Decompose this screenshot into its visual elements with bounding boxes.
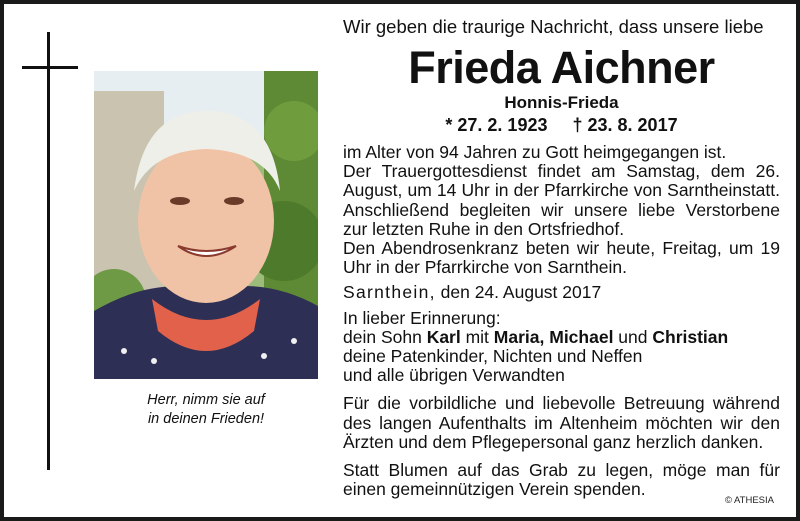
family-und: und: [613, 326, 653, 347]
paragraph-age: im Alter von 94 Jahren zu Gott heimgegangen ist.: [343, 142, 727, 162]
place: Sarnthein,: [343, 282, 436, 303]
family-pre: dein Sohn: [343, 326, 427, 347]
date: den 24. August 2017: [435, 282, 602, 303]
family-names-1: Maria, Michael: [493, 326, 614, 347]
intro-text: Wir geben die traurige Nachricht, dass unsere liebe: [343, 16, 764, 37]
life-dates: [343, 115, 780, 136]
portrait-photo: [94, 71, 318, 379]
place-date: [343, 283, 780, 302]
nickname: Honnis-Frieda: [504, 93, 619, 112]
paragraph-rosary: Den Abendrosenkranz beten wir heute, Freitag, um 19 Uhr in der Pfarrkirche von Sarnthein.: [343, 238, 780, 278]
family-line-3: und alle übrigen Verwandten: [343, 365, 565, 386]
family-line-2: deine Patenkinder, Nichten und Neffen: [343, 346, 643, 367]
prayer-caption: [94, 391, 318, 429]
family-line-1: [343, 328, 780, 347]
birth-date: * 27. 2. 1923: [445, 115, 548, 135]
cross-icon: [47, 32, 50, 470]
deceased-name: Frieda Aichner: [408, 42, 715, 93]
family-son: Karl: [426, 326, 461, 347]
caption-line-1: Herr, nimm sie auf: [147, 392, 265, 408]
paragraph-service: Der Trauergottesdienst findet am Samstag, dem 26. August, um 14 Uhr in der Pfarrkirche von Sarntheinstatt. Anschließend begleiten wir unsere liebe Verstorbene zur letzten Ruhe in den Ortsfriedhof.: [343, 161, 780, 239]
flowers-paragraph: Statt Blumen auf das Grab zu legen, möge man für einen gemeinnützigen Verein spenden.: [343, 460, 780, 500]
family-mit: mit: [460, 326, 494, 347]
family-names-2: Christian: [652, 326, 729, 347]
cross-icon-bar: [22, 66, 78, 69]
copyright-mark: © ATHESIA: [724, 495, 774, 506]
death-date: † 23. 8. 2017: [572, 115, 678, 135]
thanks-paragraph: Für die vorbildliche und liebevolle Betreuung während des langen Aufenthalts im Altenheim möchten wir den Ärzten und dem Pflegepersonal ganz herzlich danken.: [343, 393, 780, 452]
caption-line-2: in deinen Frieden!: [147, 411, 265, 427]
remembrance-label: In lieber Erinnerung:: [343, 307, 501, 328]
obituary-body: [343, 143, 780, 499]
